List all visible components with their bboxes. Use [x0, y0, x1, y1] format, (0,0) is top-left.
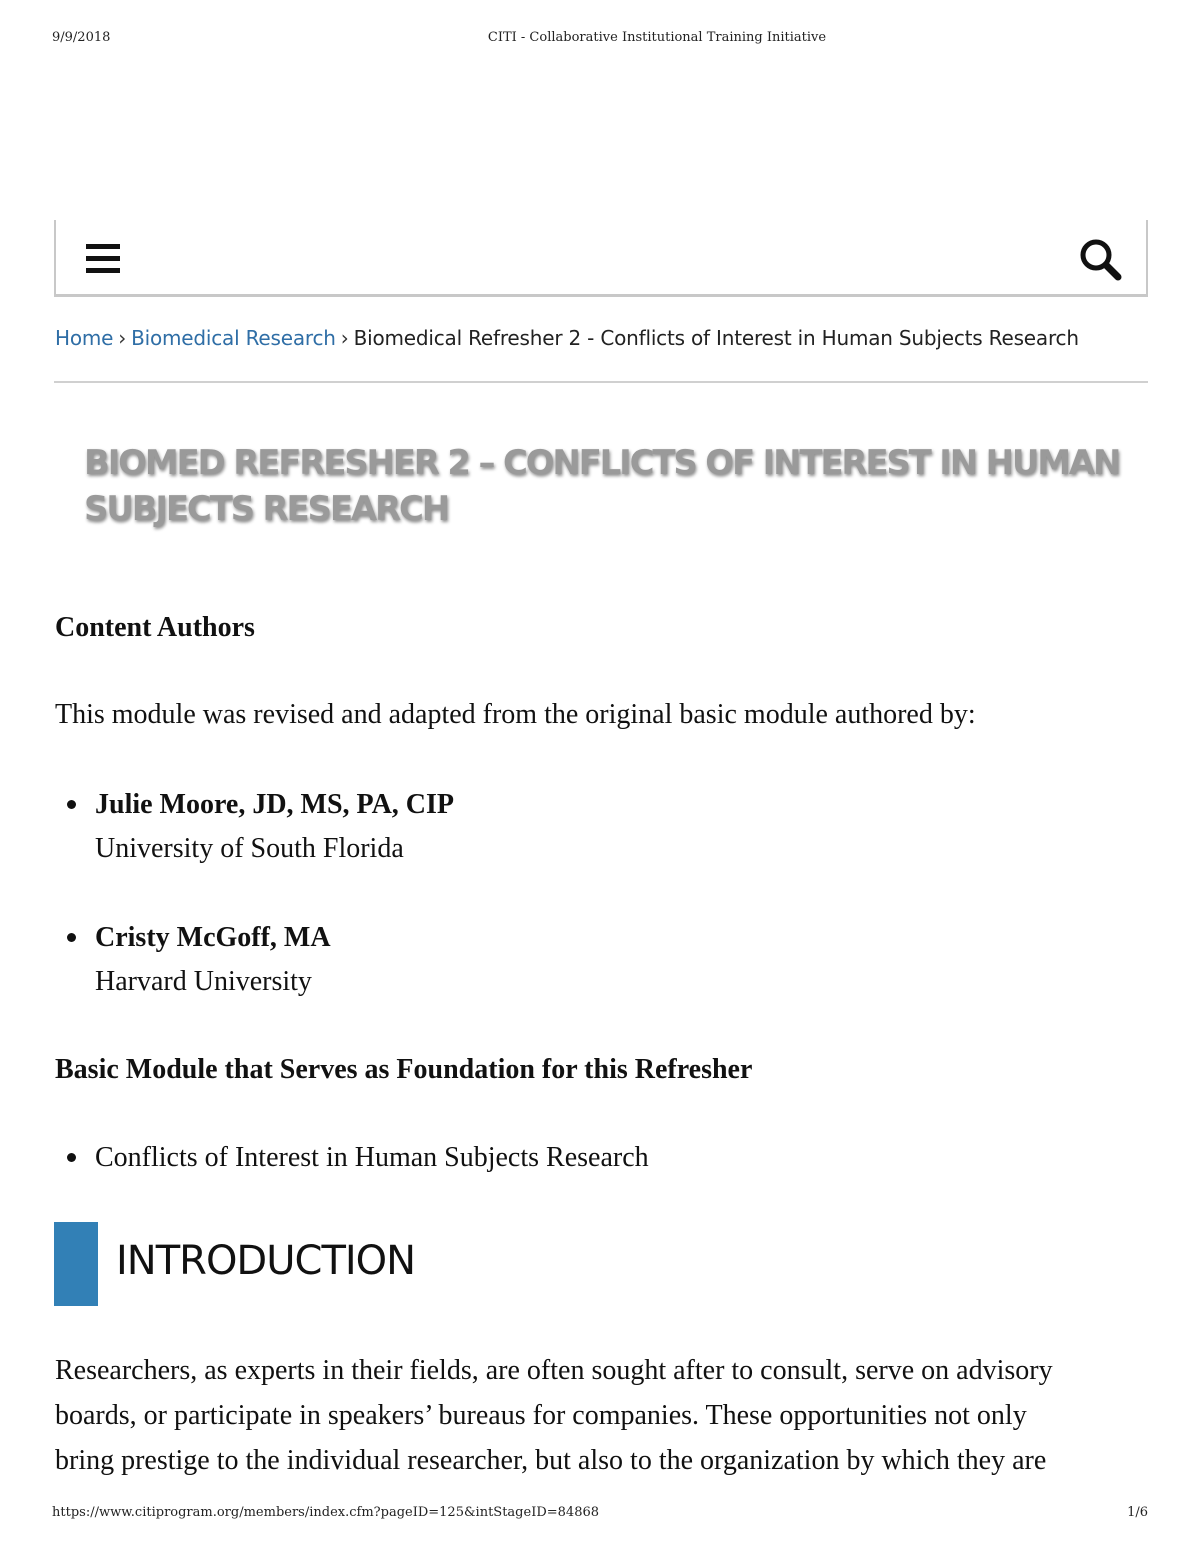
- introduction-heading: INTRODUCTION: [116, 1238, 416, 1284]
- breadcrumb-home-link[interactable]: Home: [55, 326, 114, 350]
- breadcrumb-separator: ›: [340, 326, 349, 350]
- page-title: BIOMED REFRESHER 2 – CONFLICTS OF INTEREST IN HUMAN SUBJECTS RESEARCH: [84, 443, 1120, 529]
- section-accent-bar: [54, 1222, 98, 1306]
- breadcrumb-separator: ›: [118, 326, 127, 350]
- author-name: Julie Moore, JD, MS, PA, CIP: [95, 789, 455, 820]
- basic-module-item: Conflicts of Interest in Human Subjects Research: [95, 1142, 649, 1173]
- bullet-icon: [67, 800, 76, 809]
- breadcrumb-current-page: Biomedical Refresher 2 - Conflicts of Interest in Human Subjects Research: [353, 326, 1079, 350]
- basic-module-heading: Basic Module that Serves as Foundation for this Refresher: [55, 1054, 753, 1085]
- search-icon[interactable]: [1078, 238, 1124, 282]
- print-page-number: 1/6: [1127, 1505, 1148, 1520]
- hamburger-menu-icon[interactable]: [84, 242, 122, 276]
- print-footer: [0, 1505, 1200, 1525]
- introduction-text: [55, 1348, 1145, 1483]
- content-authors-heading: Content Authors: [55, 612, 255, 643]
- author-affiliation: University of South Florida: [95, 833, 404, 864]
- intro-line: bring prestige to the individual researcher, but also to the organization by which they are: [55, 1445, 1047, 1476]
- breadcrumb-divider: [54, 381, 1148, 383]
- top-navbar: [54, 220, 1148, 297]
- bullet-icon: [67, 1153, 76, 1162]
- intro-line: Researchers, as experts in their fields, are often sought after to consult, serve on advisory: [55, 1355, 1053, 1386]
- author-name: Cristy McGoff, MA: [95, 922, 331, 953]
- bullet-icon: [67, 933, 76, 942]
- intro-line: boards, or participate in speakers’ bureaus for companies. These opportunities not only: [55, 1400, 1027, 1431]
- print-date: 9/9/2018: [52, 30, 111, 45]
- breadcrumb-biomedical-research-link[interactable]: Biomedical Research: [131, 326, 336, 350]
- print-header: [0, 30, 1200, 50]
- print-url: https://www.citiprogram.org/members/index.cfm?pageID=125&intStageID=84868: [52, 1505, 600, 1520]
- author-affiliation: Harvard University: [95, 966, 312, 997]
- print-page-title: CITI - Collaborative Institutional Training Initiative: [487, 30, 827, 45]
- content-authors-intro: This module was revised and adapted from the original basic module authored by:: [55, 699, 976, 730]
- breadcrumb: [55, 326, 1079, 350]
